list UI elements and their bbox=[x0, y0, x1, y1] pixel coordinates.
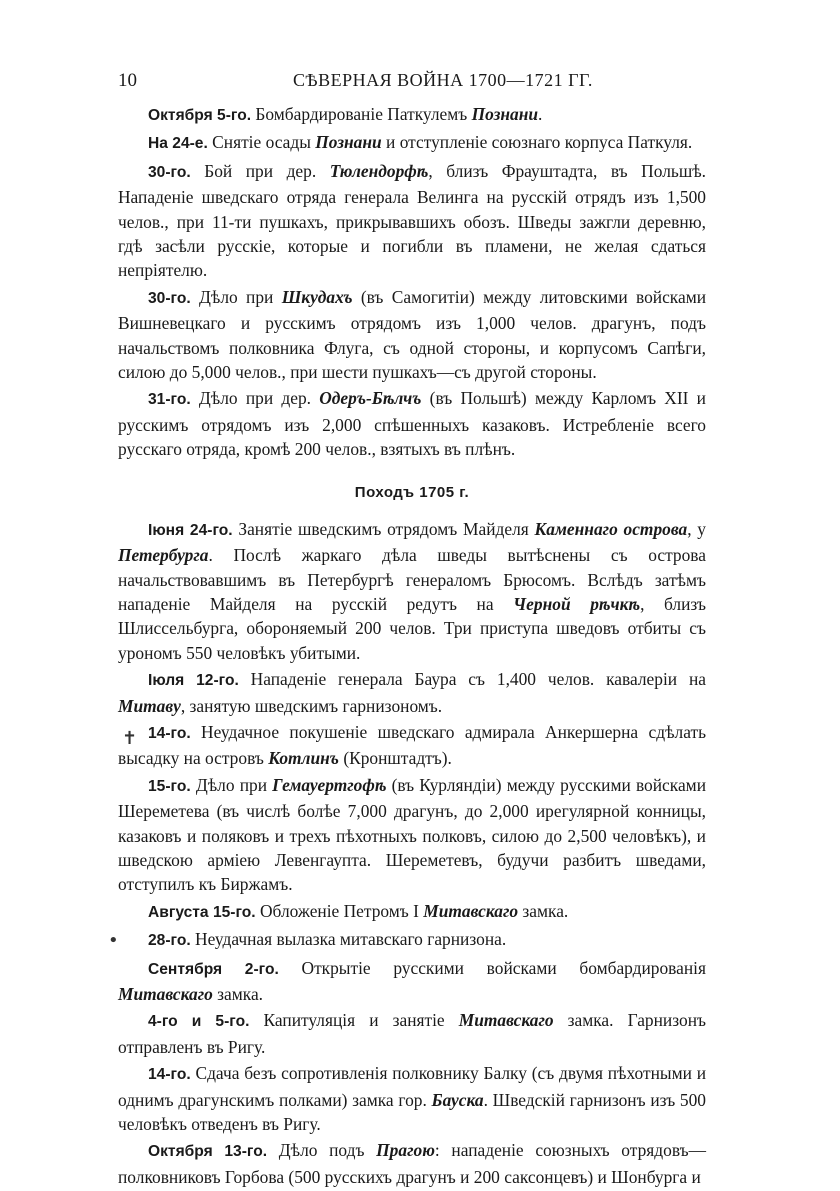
place-name: Митавскаго bbox=[423, 900, 519, 921]
chronicle-entry bbox=[118, 1061, 706, 1136]
place-name: Познани bbox=[315, 132, 382, 153]
entry-text: Дѣло при bbox=[190, 286, 282, 307]
section-heading: Походъ 1705 г. bbox=[354, 483, 470, 501]
entry-text: , близъ Фрауштадта, въ Польшѣ. Нападеніе шведскаго отряда генерала Велинга на русскій отрядъ изъ 1,500 челов., при 11-ти пушкахъ, прикрывавшихъ обозъ. Шведы зажгли деревню, гдѣ засѣли русскіе, которые и погибли въ пламени, не желая сдаться непріятелю. bbox=[118, 160, 706, 281]
entry-text: . Шведскій гарнизонъ изъ 500 человѣкъ отведенъ въ Ригу. bbox=[118, 1089, 707, 1135]
entry-text: и отступленіе союзнаго корпуса Паткуля. bbox=[381, 132, 693, 153]
entry-date: Іюня 24-го. bbox=[148, 521, 233, 539]
running-title: СѢВЕРНАЯ ВОЙНА 1700—1721 ГГ. bbox=[293, 70, 593, 90]
entry-date: 14-го. bbox=[148, 1066, 191, 1084]
entry-date: Октября 13-го. bbox=[148, 1143, 268, 1161]
entry-date: 31-го. bbox=[148, 391, 191, 409]
book-page bbox=[118, 68, 706, 1191]
chronicle-entry bbox=[118, 667, 706, 718]
entry-date: 4-го и 5-го. bbox=[148, 1013, 250, 1031]
place-name: Одеръ-Бѣлчъ bbox=[319, 388, 422, 409]
chronicle-entry bbox=[118, 285, 706, 385]
chronicle-entry bbox=[118, 386, 706, 461]
page-number: 10 bbox=[118, 70, 137, 91]
place-name: Бауска bbox=[431, 1089, 484, 1110]
entry-text: : нападеніе союзныхъ отрядовъ—полковниковъ Горбова (500 русскихъ драгунъ и 200 саксонцевъ) и Шонбурга и bbox=[118, 1140, 706, 1187]
entry-text: . Послѣ жаркаго дѣла шведы вытѣснены съ острова начальствовавшимъ въ Петербургѣ генераломъ Брюсомъ. Вслѣдъ затѣмъ нападеніе Майделя на русскій редутъ на bbox=[118, 545, 706, 614]
chronicle-entry bbox=[118, 1008, 706, 1059]
chronicle-entry bbox=[118, 517, 706, 665]
entry-date: 30-го. bbox=[148, 289, 191, 307]
page-header bbox=[118, 68, 706, 98]
place-name: Прагою bbox=[376, 1140, 435, 1161]
entry-date: 14-го. bbox=[148, 724, 191, 742]
chronicle-entry bbox=[118, 899, 706, 925]
entry-date: 30-го. bbox=[148, 163, 191, 181]
place-name: Каменнаго острова bbox=[534, 518, 688, 539]
chronicle-entry bbox=[118, 927, 706, 953]
chronicle-entry bbox=[118, 130, 706, 156]
entry-date: Августа 15-го. bbox=[148, 903, 256, 921]
entry-date: На 24-е. bbox=[148, 135, 208, 153]
place-name: Петербурга bbox=[118, 545, 209, 566]
entry-text: Неудачное покушеніе шведскаго адмирала Анкершерна сдѣлать высадку на островъ bbox=[118, 721, 706, 769]
entry-date: 15-го. bbox=[148, 777, 191, 795]
chronicle-entry bbox=[118, 956, 706, 1007]
entry-date: Октября 5-го. bbox=[148, 107, 252, 124]
entry-text: (Кронштадтъ). bbox=[338, 748, 452, 769]
entry-text: (въ Польшѣ) между Карломъ XII и русскимъ отрядомъ изъ 2,000 спѣшенныхъ казаковъ. Истребленіе всего русскаго отряда, кромѣ 200 челов., взятыхъ въ плѣнъ. bbox=[118, 388, 706, 460]
chronicle-entry bbox=[118, 159, 706, 283]
entry-text: замка. Гарнизонъ отправленъ въ Ригу. bbox=[118, 1010, 706, 1057]
entry-text: замка. bbox=[518, 900, 569, 921]
entries-1705 bbox=[118, 517, 706, 1190]
chronicle-entry bbox=[118, 1138, 706, 1189]
entry-text: (въ Курляндіи) между русскими войсками Шереметева (въ числѣ болѣе 7,000 драгунъ, до 2,000 ирегулярной конницы, казаковъ и поляковъ и трехъ пѣхотныхъ полковъ, силою до 2,500 человѣкъ), и шведскою арміею Левенгаупта. Шереметевъ, будучи разбитъ шведами, отступилъ къ Биржамъ. bbox=[118, 774, 706, 895]
margin-mark-dagger: ✝ bbox=[122, 728, 138, 749]
place-name: Котлинъ bbox=[268, 748, 339, 769]
entry-text: (въ Самогитіи) между литовскими войсками Вишневецкаго и русскимъ отрядомъ изъ 1,000 челов. драгунъ, подъ начальствомъ полковника Флуга, съ одной стороны, и корпусомъ Сапѣги, силою до 5,000 челов., при шести пушкахъ—съ другой стороны. bbox=[118, 286, 707, 383]
entry-date: Сентября 2-го. bbox=[148, 960, 279, 978]
place-name: Шкудахъ bbox=[281, 286, 353, 307]
entry-text: Снятіе осады bbox=[207, 132, 316, 153]
chronicle-entry bbox=[118, 773, 706, 897]
entry-text: Дѣло подъ bbox=[267, 1140, 377, 1161]
place-name: Митаву bbox=[118, 695, 181, 716]
entry-text: Занятіе шведскимъ отрядомъ Майделя bbox=[232, 518, 535, 539]
entry-text: , близъ Шлиссельбурга, обороняемый 200 челов. Три приступа шведовъ отбиты съ урономъ 550 человѣкъ убитыми. bbox=[118, 593, 706, 663]
entry-text: Сдача безъ сопротивленія полковнику Балку (съ двумя пѣхотными и однимъ драгунскимъ полками) замка гор. bbox=[118, 1063, 706, 1110]
entry-text: Бой при дер. bbox=[190, 160, 330, 181]
entry-text: замка. bbox=[212, 984, 264, 1004]
entry-text: , у bbox=[687, 518, 707, 539]
entry-text: Капитуляція и занятіе bbox=[249, 1010, 459, 1031]
entry-date: Іюля 12-го. bbox=[148, 672, 239, 690]
margin-mark-dot: • bbox=[108, 930, 119, 951]
place-name: Тюлендорфѣ bbox=[329, 160, 429, 181]
entry-text: Бомбардированіе Паткулемъ bbox=[251, 104, 472, 124]
chronicle-entry bbox=[118, 720, 706, 771]
place-name: Митавскаго bbox=[458, 1010, 554, 1031]
entry-date: 28-го. bbox=[148, 932, 191, 950]
entry-text: Открытіе русскими войсками бомбардированія bbox=[278, 957, 707, 978]
entry-text: Дѣло при bbox=[190, 774, 273, 795]
entry-text: Неудачная вылазка митавскаго гарнизона. bbox=[190, 929, 507, 950]
entries-1704 bbox=[118, 102, 706, 462]
place-name: Гемауертгофѣ bbox=[272, 774, 387, 795]
place-name: Познани bbox=[471, 104, 539, 124]
place-name: Митавскаго bbox=[118, 984, 213, 1004]
entry-text: Нападеніе генерала Баура съ 1,400 челов. кавалеріи на bbox=[238, 669, 706, 690]
entry-text: Дѣло при дер. bbox=[190, 388, 320, 409]
entry-text: . bbox=[538, 104, 543, 124]
chronicle-entry bbox=[118, 102, 706, 128]
entry-text: Обложеніе Петромъ I bbox=[255, 900, 424, 921]
body-text bbox=[118, 102, 706, 1189]
place-name: Черной рѣчкѣ bbox=[513, 593, 641, 614]
entry-text: , занятую шведскимъ гарнизономъ. bbox=[180, 695, 443, 716]
